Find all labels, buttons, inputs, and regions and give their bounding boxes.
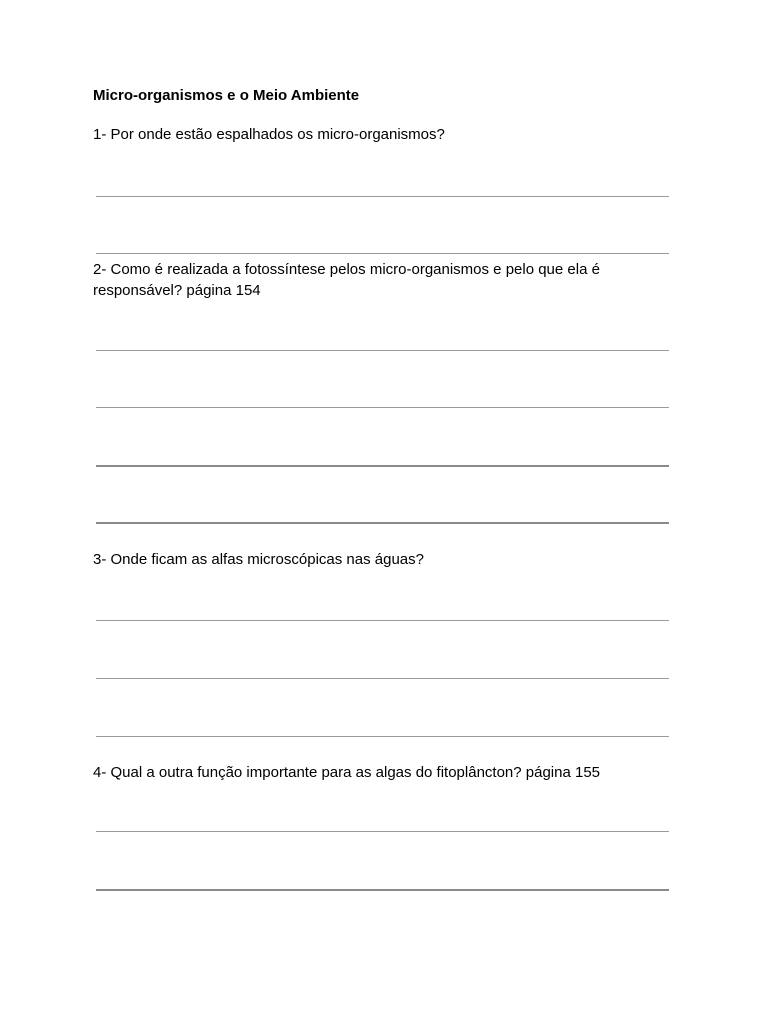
answer-line-4a: [96, 831, 669, 832]
question-2-text-line-2: responsável? página 154: [93, 282, 261, 299]
answer-line-3c: [96, 736, 669, 737]
worksheet-title: Micro-organismos e o Meio Ambiente: [93, 87, 360, 104]
question-1-text: 1- Por onde estão espalhados os micro-organismos?: [93, 126, 445, 143]
answer-line-3b: [96, 678, 669, 679]
answer-line-2a: [96, 350, 669, 351]
question-3-text: 3- Onde ficam as alfas microscópicas nas águas?: [93, 551, 424, 568]
answer-line-2c: [96, 465, 669, 467]
question-2-text-line-1: 2- Como é realizada a fotossíntese pelos micro-organismos e pelo que ela é: [93, 261, 600, 278]
answer-line-4b: [96, 889, 669, 891]
answer-line-2b: [96, 407, 669, 408]
answer-line-1a: [96, 196, 669, 197]
question-1: [93, 124, 653, 145]
question-3: [93, 549, 653, 570]
question-2: [93, 259, 653, 301]
answer-line-2d: [96, 522, 669, 524]
answer-line-1b: [96, 253, 669, 254]
question-4: [93, 762, 653, 783]
answer-line-3a: [96, 620, 669, 621]
question-4-text: 4- Qual a outra função importante para as algas do fitoplâncton? página 155: [93, 764, 601, 781]
